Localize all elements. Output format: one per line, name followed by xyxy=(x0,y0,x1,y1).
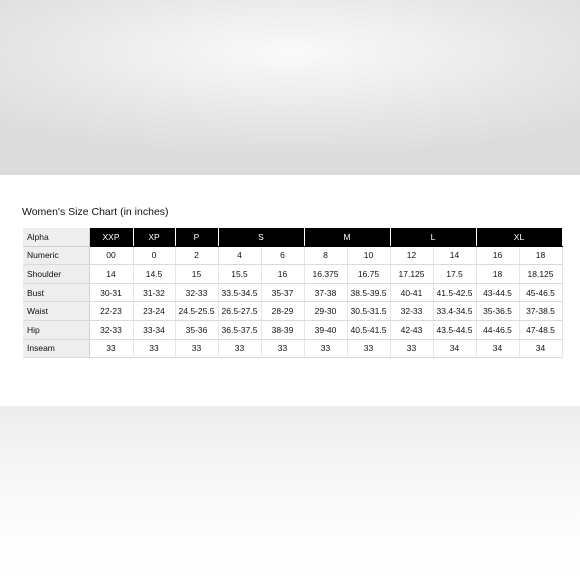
table-cell: 41.5-42.5 xyxy=(433,283,476,302)
table-cell: 38.5-39.5 xyxy=(347,283,390,302)
row-label: Waist xyxy=(23,302,89,321)
table-cell: 16.75 xyxy=(347,265,390,284)
table-row xyxy=(23,302,562,321)
measurement-rows xyxy=(23,246,562,358)
table-cell: 33 xyxy=(218,339,261,358)
table-cell: 37-38 xyxy=(304,283,347,302)
table-cell: 2 xyxy=(175,246,218,265)
table-cell: 33.4-34.5 xyxy=(433,302,476,321)
alpha-header-xxp: XXP xyxy=(89,228,133,246)
table-cell: 12 xyxy=(390,246,433,265)
alpha-header-s: S xyxy=(218,228,304,246)
table-cell: 43-44.5 xyxy=(476,283,519,302)
table-cell: 18 xyxy=(519,246,562,265)
table-cell: 10 xyxy=(347,246,390,265)
table-cell: 8 xyxy=(304,246,347,265)
table-cell: 39-40 xyxy=(304,320,347,339)
table-cell: 23-24 xyxy=(133,302,175,321)
table-cell: 16 xyxy=(261,265,304,284)
table-cell: 33.5-34.5 xyxy=(218,283,261,302)
table-cell: 33 xyxy=(304,339,347,358)
table-cell: 33 xyxy=(133,339,175,358)
table-cell: 32-33 xyxy=(89,320,133,339)
row-label-alpha: Alpha xyxy=(23,228,89,246)
table-cell: 33 xyxy=(261,339,304,358)
size-table xyxy=(23,228,563,358)
table-cell: 42-43 xyxy=(390,320,433,339)
table-row xyxy=(23,283,562,302)
table-cell: 16 xyxy=(476,246,519,265)
row-label: Shoulder xyxy=(23,265,89,284)
table-cell: 29-30 xyxy=(304,302,347,321)
table-cell: 35-36.5 xyxy=(476,302,519,321)
alpha-header-p: P xyxy=(175,228,218,246)
alpha-header-l: L xyxy=(390,228,476,246)
table-cell: 18.125 xyxy=(519,265,562,284)
table-cell: 34 xyxy=(476,339,519,358)
alpha-header-xp: XP xyxy=(133,228,175,246)
alpha-header-xl: XL xyxy=(476,228,562,246)
table-cell: 6 xyxy=(261,246,304,265)
table-cell: 40.5-41.5 xyxy=(347,320,390,339)
table-row xyxy=(23,339,562,358)
table-cell: 14 xyxy=(433,246,476,265)
table-cell: 32-33 xyxy=(390,302,433,321)
table-cell: 38-39 xyxy=(261,320,304,339)
table-cell: 33 xyxy=(390,339,433,358)
table-row xyxy=(23,246,562,265)
table-cell: 4 xyxy=(218,246,261,265)
table-cell: 15 xyxy=(175,265,218,284)
alpha-row xyxy=(23,228,562,246)
table-cell: 33 xyxy=(175,339,218,358)
table-cell: 14.5 xyxy=(133,265,175,284)
table-cell: 30.5-31.5 xyxy=(347,302,390,321)
backdrop-bottom xyxy=(0,406,580,580)
table-cell: 33 xyxy=(89,339,133,358)
table-cell: 44-46.5 xyxy=(476,320,519,339)
table-cell: 31-32 xyxy=(133,283,175,302)
table-cell: 47-48.5 xyxy=(519,320,562,339)
table-cell: 0 xyxy=(133,246,175,265)
table-cell: 17.5 xyxy=(433,265,476,284)
table-cell: 17.125 xyxy=(390,265,433,284)
size-chart-panel xyxy=(0,175,580,406)
table-row xyxy=(23,320,562,339)
table-cell: 26.5-27.5 xyxy=(218,302,261,321)
table-cell: 28-29 xyxy=(261,302,304,321)
table-row xyxy=(23,265,562,284)
table-cell: 30-31 xyxy=(89,283,133,302)
table-cell: 37-38.5 xyxy=(519,302,562,321)
table-cell: 22-23 xyxy=(89,302,133,321)
table-cell: 32-33 xyxy=(175,283,218,302)
chart-title: Women's Size Chart (in inches) xyxy=(22,206,169,218)
row-label: Numeric xyxy=(23,246,89,265)
row-label: Inseam xyxy=(23,339,89,358)
table-cell: 15.5 xyxy=(218,265,261,284)
table-cell: 18 xyxy=(476,265,519,284)
table-cell: 24.5-25.5 xyxy=(175,302,218,321)
table-cell: 33-34 xyxy=(133,320,175,339)
table-cell: 16.375 xyxy=(304,265,347,284)
table-cell: 00 xyxy=(89,246,133,265)
backdrop-top xyxy=(0,0,580,175)
row-label: Bust xyxy=(23,283,89,302)
table-cell: 34 xyxy=(519,339,562,358)
alpha-header-m: M xyxy=(304,228,390,246)
table-cell: 40-41 xyxy=(390,283,433,302)
table-cell: 35-36 xyxy=(175,320,218,339)
table-cell: 14 xyxy=(89,265,133,284)
table-cell: 33 xyxy=(347,339,390,358)
table-cell: 43.5-44.5 xyxy=(433,320,476,339)
table-cell: 35-37 xyxy=(261,283,304,302)
table-cell: 45-46.5 xyxy=(519,283,562,302)
table-cell: 34 xyxy=(433,339,476,358)
row-label: Hip xyxy=(23,320,89,339)
table-cell: 36.5-37.5 xyxy=(218,320,261,339)
